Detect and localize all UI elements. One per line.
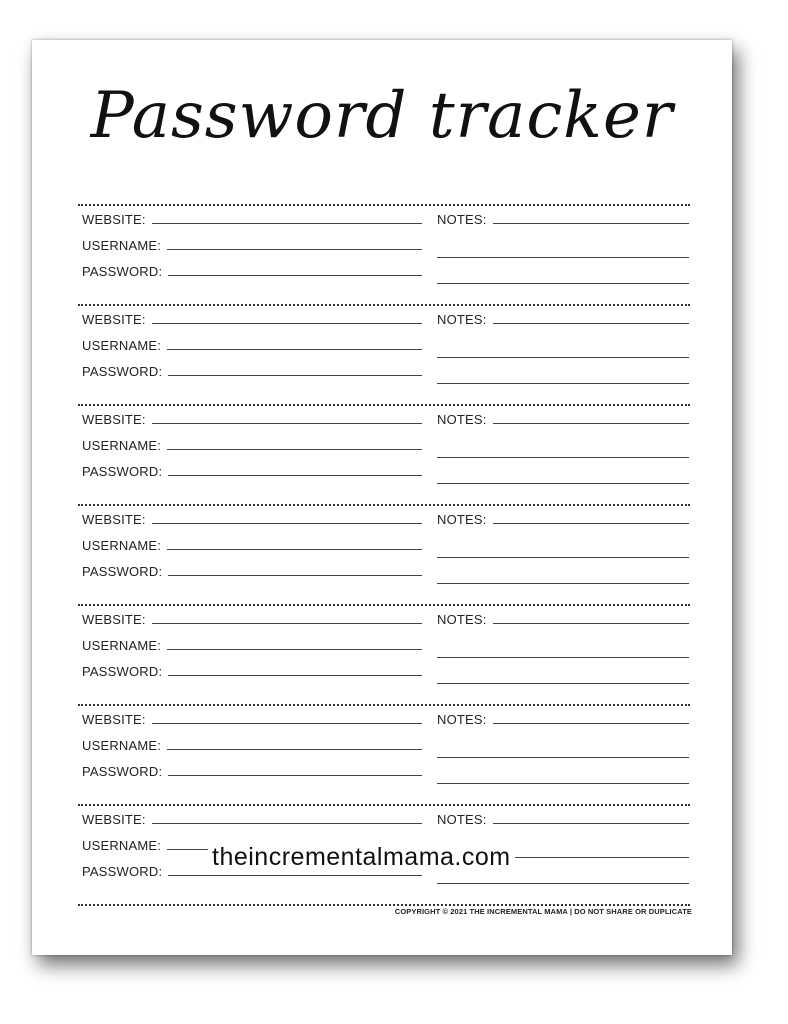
password-entry [82,408,690,504]
password-write-line [168,875,422,876]
copyright-notice: COPYRIGHT © 2021 THE INCREMENTAL MAMA | DO NOT SHARE OR DUPLICATE [394,907,692,916]
dotted-divider [78,804,690,806]
password-label: PASSWORD: [82,764,163,779]
notes-write-line [437,357,689,358]
notes-write-line [437,757,689,758]
notes-write-line [493,223,689,224]
notes-write-line [437,657,689,658]
dotted-divider [78,904,690,906]
notes-write-line [437,883,689,884]
password-label: PASSWORD: [82,664,163,679]
password-write-line [168,375,422,376]
password-write-line [168,675,422,676]
notes-write-line [493,823,689,824]
notes-write-line [493,423,689,424]
password-entry [82,608,690,704]
website-label: WEBSITE: [82,312,146,327]
username-label: USERNAME: [82,838,162,853]
notes-label: NOTES: [437,712,487,727]
website-write-line [152,223,422,224]
website-write-line [152,723,422,724]
password-write-line [168,575,422,576]
password-write-line [168,275,422,276]
notes-label: NOTES: [437,412,487,427]
username-row [82,338,422,353]
notes-label: NOTES: [437,812,487,827]
username-write-line [167,349,422,350]
notes-write-line [437,557,689,558]
password-write-line [168,475,422,476]
notes-write-line [493,323,689,324]
notes-write-line [437,457,689,458]
website-row [82,412,422,427]
password-row [82,364,422,379]
website-write-line [152,523,422,524]
dotted-divider [78,704,690,706]
website-row [82,512,422,527]
password-write-line [168,775,422,776]
password-label: PASSWORD: [82,264,163,279]
password-label: PASSWORD: [82,464,163,479]
notes-row [437,812,689,827]
website-write-line [152,423,422,424]
notes-write-line [437,783,689,784]
username-label: USERNAME: [82,538,162,553]
username-label: USERNAME: [82,338,162,353]
notes-write-line [493,723,689,724]
username-label: USERNAME: [82,438,162,453]
website-write-line [152,623,422,624]
password-row [82,264,422,279]
website-row [82,612,422,627]
notes-write-line [437,283,689,284]
password-entry [82,708,690,804]
password-label: PASSWORD: [82,564,163,579]
dotted-divider [78,404,690,406]
notes-write-line [493,523,689,524]
website-row [82,712,422,727]
website-row [82,312,422,327]
website-write-line [152,823,422,824]
username-write-line [167,649,422,650]
dotted-divider [78,604,690,606]
username-label: USERNAME: [82,238,162,253]
notes-row [437,412,689,427]
password-row [82,464,422,479]
dotted-divider [78,304,690,306]
username-row [82,238,422,253]
notes-label: NOTES: [437,212,487,227]
password-row [82,564,422,579]
notes-write-line [437,683,689,684]
website-label: WEBSITE: [82,512,146,527]
username-write-line [167,449,422,450]
watermark-text: theincrementalmama.com [208,843,515,872]
username-row [82,438,422,453]
password-row [82,664,422,679]
username-write-line [167,249,422,250]
page-title: Password tracker [90,79,674,153]
password-entry [82,208,690,304]
notes-label: NOTES: [437,312,487,327]
notes-row [437,312,689,327]
username-write-line [167,549,422,550]
website-label: WEBSITE: [82,612,146,627]
notes-label: NOTES: [437,612,487,627]
notes-row [437,512,689,527]
username-write-line [167,749,422,750]
password-entry [82,508,690,604]
notes-row [437,212,689,227]
dotted-divider [78,204,690,206]
website-row [82,812,422,827]
username-row [82,638,422,653]
password-label: PASSWORD: [82,864,163,879]
notes-write-line [437,257,689,258]
username-row [82,738,422,753]
printable-sheet [32,40,732,955]
notes-row [437,712,689,727]
notes-write-line [493,623,689,624]
notes-write-line [437,583,689,584]
username-label: USERNAME: [82,738,162,753]
website-write-line [152,323,422,324]
username-row [82,538,422,553]
notes-write-line [437,483,689,484]
notes-label: NOTES: [437,512,487,527]
password-row [82,764,422,779]
dotted-divider [78,504,690,506]
website-label: WEBSITE: [82,812,146,827]
website-label: WEBSITE: [82,412,146,427]
password-entry [82,308,690,404]
website-label: WEBSITE: [82,712,146,727]
website-row [82,212,422,227]
username-label: USERNAME: [82,638,162,653]
notes-row [437,612,689,627]
password-label: PASSWORD: [82,364,163,379]
website-label: WEBSITE: [82,212,146,227]
notes-write-line [437,383,689,384]
